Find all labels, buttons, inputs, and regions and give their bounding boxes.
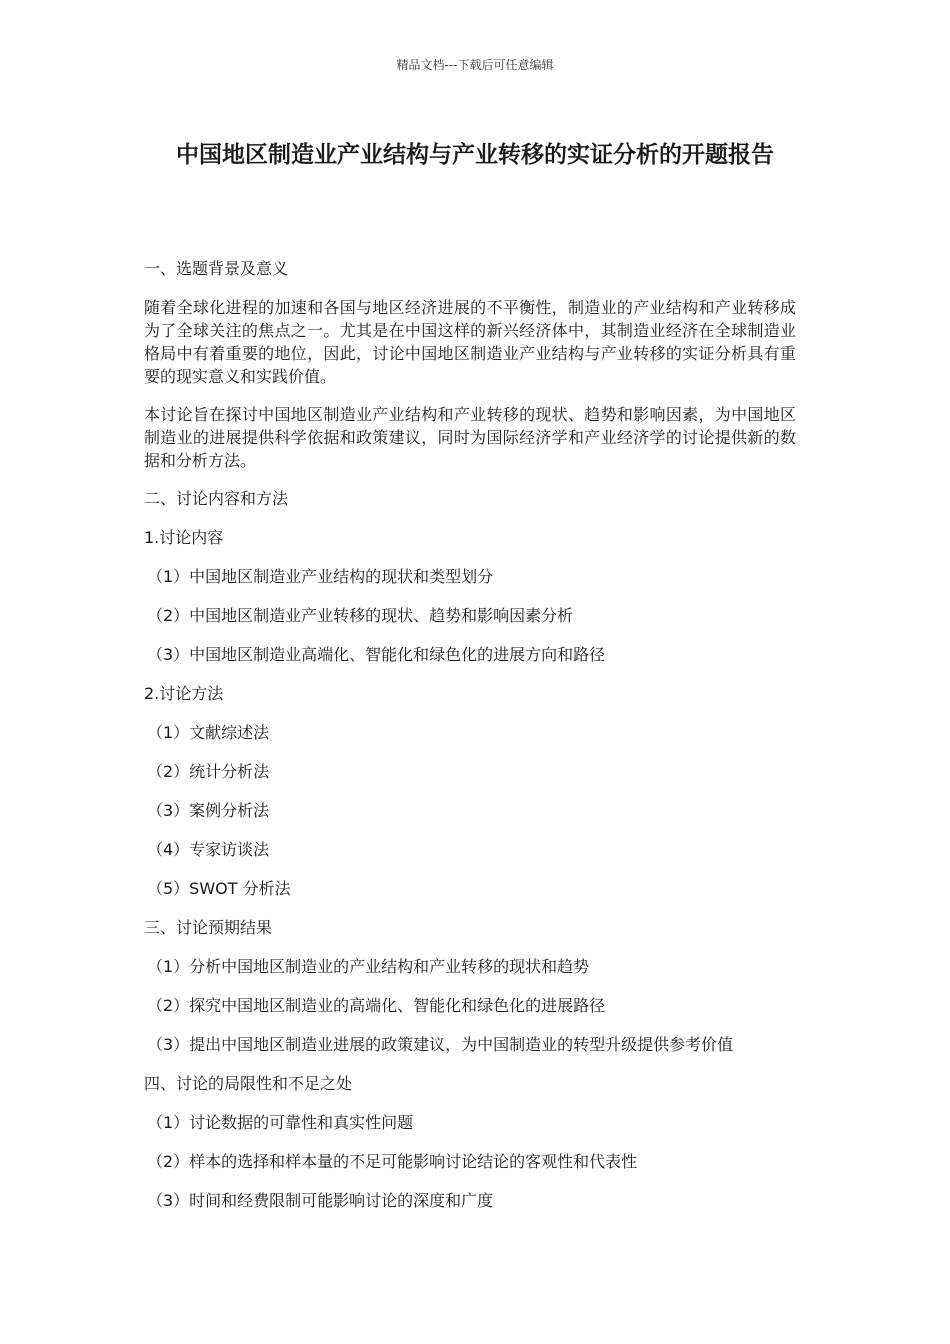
section-heading: 四、讨论的局限性和不足之处 [144,1074,353,1093]
list-item: （3）时间和经费限制可能影响讨论的深度和广度 [147,1191,494,1210]
subsection-heading: 1.讨论内容 [144,528,224,547]
list-item: （1）讨论数据的可靠性和真实性问题 [147,1113,414,1132]
section-heading: 二、讨论内容和方法 [144,489,289,508]
list-item: （2）探究中国地区制造业的高端化、智能化和绿色化的进展路径 [147,996,606,1015]
list-item: （3）提出中国地区制造业进展的政策建议，为中国制造业的转型升级提供参考价值 [147,1035,734,1054]
list-item: （5）SWOT 分析法 [147,879,291,898]
list-item: （4）专家访谈法 [147,840,270,859]
list-item: （2）中国地区制造业产业转移的现状、趋势和影响因素分析 [147,606,574,625]
document-title: 中国地区制造业产业结构与产业转移的实证分析的开题报告 [176,142,774,168]
list-item: （1）文献综述法 [147,723,270,742]
list-item: （1）中国地区制造业产业结构的现状和类型划分 [147,567,494,586]
list-item: （1）分析中国地区制造业的产业结构和产业转移的现状和趋势 [147,957,590,976]
list-item: （2）统计分析法 [147,762,270,781]
section-heading: 三、讨论预期结果 [144,918,273,937]
paragraph: 随着全球化进程的加速和各国与地区经济进展的不平衡性，制造业的产业结构和产业转移成为了全球关注的焦点之一。尤其是在中国这样的新兴经济体中，其制造业经济在全球制造业格局中有着重要的地位，因此，讨论中国地区制造业产业结构与产业转移的实证分析具有重要的现实意义和实践价值。 [144,298,796,386]
subsection-heading: 2.讨论方法 [144,684,224,703]
section-heading: 一、选题背景及意义 [144,259,289,278]
list-item: （2）样本的选择和样本量的不足可能影响讨论结论的客观性和代表性 [147,1152,638,1171]
document-body [144,257,796,1228]
paragraph: 本讨论旨在探讨中国地区制造业产业结构和产业转移的现状、趋势和影响因素，为中国地区制造业的进展提供科学依据和政策建议，同时为国际经济学和产业经济学的讨论提供新的数据和分析方法。 [144,405,796,470]
list-item: （3）案例分析法 [147,801,270,820]
list-item: （3）中国地区制造业高端化、智能化和绿色化的进展方向和路径 [147,645,606,664]
header-note: 精品文档---下载后可任意编辑 [396,58,554,72]
